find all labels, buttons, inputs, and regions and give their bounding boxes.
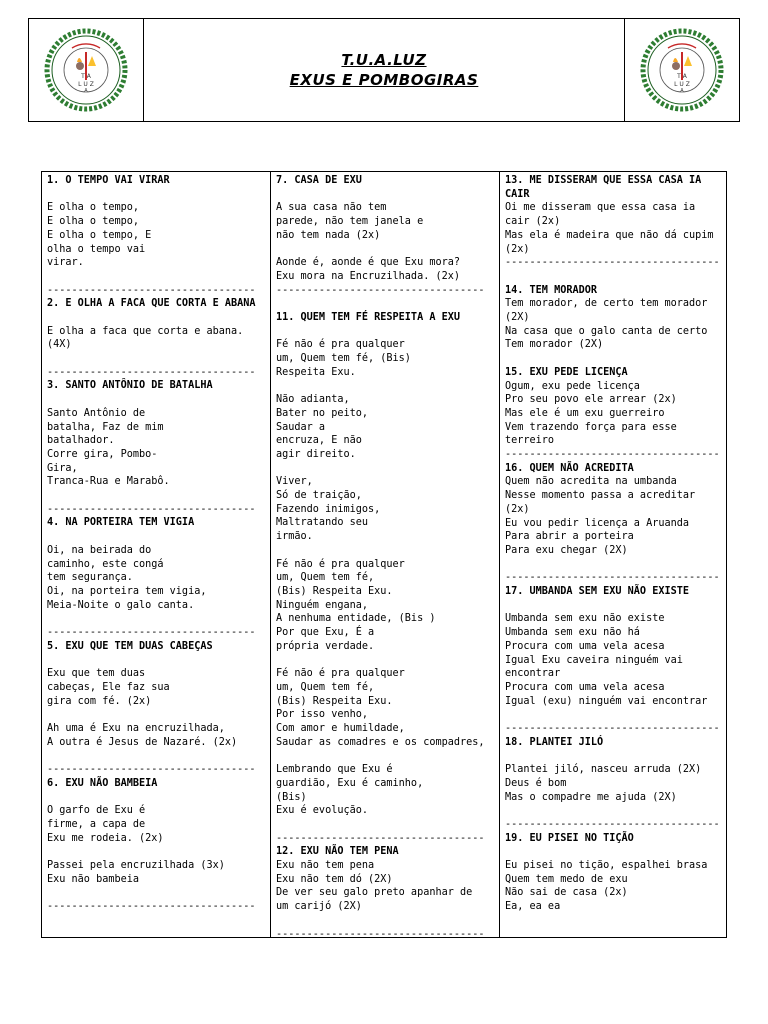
lyric-line: Com amor e humildade, (276, 723, 405, 734)
separator-line: ---------------------------------- (47, 284, 256, 296)
lyric-line: Exu mora na Encruzilhada. (2x) (276, 270, 461, 282)
lyric-line: Oi me disseram que essa casa ia (505, 202, 696, 214)
separator-line: ---------------------------------- (276, 928, 485, 937)
lyric-line: própria verdade. (276, 640, 375, 652)
lyric-line: Por isso venho, (276, 709, 369, 721)
song-title: 16. QUEM NÃO ACREDITA (505, 462, 634, 474)
lyric-line: um, Quem tem fé, (Bis) (276, 353, 411, 365)
songs-column-1 (42, 172, 271, 937)
lyric-line: guardião, Exu é caminho, (276, 777, 424, 789)
blank-line (276, 654, 494, 668)
separator-line: ----------------------------------- (505, 572, 720, 584)
blank-line (47, 749, 265, 763)
lyric-line: gira com fé. (2x) (47, 695, 152, 707)
lyric-line: Plantei jiló, nasceu arruda (2X) (505, 764, 702, 776)
lyric-line: Passei pela encruzilhada (3x) (47, 859, 225, 871)
blank-line (276, 749, 494, 763)
lyric-line: E olha o tempo, E (47, 229, 152, 241)
blank-line (505, 804, 721, 818)
lyric-line: caminho, este congá (47, 558, 164, 570)
song-title: 3. SANTO ANTÔNIO DE BATALHA (47, 380, 213, 392)
svg-text:T A: T A (81, 73, 91, 80)
blank-line (505, 270, 721, 284)
blank-line (276, 544, 494, 558)
lyric-line: Exu me rodeia. (2x) (47, 832, 164, 844)
blank-line (505, 708, 721, 722)
song-title: 5. EXU QUE TEM DUAS CABEÇAS (47, 640, 213, 652)
svg-text:A: A (680, 88, 684, 94)
lyric-line: Tranca-Rua e Marabô. (47, 476, 170, 488)
logo-cell-left (29, 19, 144, 121)
lyric-line: Mas ela é madeira que não dá cupim (505, 229, 714, 241)
lyric-line: Só de traição, (276, 490, 362, 502)
song-title: 2. E OLHA A FACA QUE CORTA E ABANA (47, 298, 256, 310)
lyric-line: Tem morador, de certo tem morador (505, 298, 708, 310)
lyric-line: Umbanda sem exu não há (505, 627, 640, 639)
blank-line (505, 845, 721, 859)
lyric-line: (2x) (505, 503, 530, 515)
blank-line (276, 914, 494, 928)
lyric-line: Maltratando seu (276, 517, 369, 529)
separator-line: ---------------------------------- (47, 764, 256, 776)
lyric-line: Nesse momento passa a acreditar (505, 490, 696, 502)
lyric-line: Saudar as comadres e os compadres, (276, 736, 485, 748)
lyric-line: A nenhuma entidade, (Bis ) (276, 613, 436, 625)
lyric-line: (Bis) Respeita Exu. (276, 695, 393, 707)
blank-line (505, 749, 721, 763)
lyric-line: cabeças, Ele faz sua (47, 681, 170, 693)
lyric-line: A sua casa não tem (276, 202, 387, 214)
blank-line (47, 188, 265, 202)
lyric-line: Quem tem medo de exu (505, 873, 628, 885)
blank-line (47, 530, 265, 544)
lyric-line: Igual Exu caveira ninguém vai (505, 654, 683, 666)
blank-line (276, 379, 494, 393)
lyric-line: E olha a faca que corta e abana. (47, 325, 244, 337)
lyric-line: Tem morador (2X) (505, 339, 604, 351)
lyric-line: Meia-Noite o galo canta. (47, 599, 195, 611)
lyric-line: Fé não é pra qualquer (276, 339, 405, 351)
separator-line: ---------------------------------- (47, 503, 256, 515)
blank-line (47, 886, 265, 900)
lyric-line: Oi, na porteira tem vigia, (47, 585, 207, 597)
blank-line (47, 612, 265, 626)
page-header (28, 18, 740, 122)
lyric-line: Ah uma é Exu na encruzilhada, (47, 722, 225, 734)
blank-line (276, 297, 494, 311)
song-title: 1. O TEMPO VAI VIRAR (47, 175, 170, 186)
lyric-line: Aonde é, aonde é que Exu mora? (276, 257, 461, 269)
lyric-line: Vem trazendo força para esse (505, 421, 677, 433)
separator-line: ----------------------------------- (505, 723, 720, 735)
lyric-line: E olha o tempo, (47, 216, 140, 228)
lyric-line: Fé não é pra qualquer (276, 668, 405, 680)
song-title: 13. ME DISSERAM QUE ESSA CASA IA (505, 175, 702, 186)
lyric-line: Eu pisei no tição, espalhei brasa (505, 860, 708, 872)
blank-line (47, 845, 265, 859)
song-title: 6. EXU NÃO BAMBEIA (47, 777, 158, 789)
lyric-line: (4X) (47, 339, 72, 351)
lyric-line: encontrar (505, 668, 561, 680)
header-title-line2: EXUS E POMBOGIRAS (289, 71, 479, 89)
blank-line (47, 708, 265, 722)
lyric-line: Bater no peito, (276, 407, 369, 419)
lyric-line: terreiro (505, 435, 555, 447)
lyric-line: olha o tempo vai (47, 243, 146, 255)
lyric-line: Para abrir a porteira (505, 531, 634, 543)
logo-cell-right (624, 19, 739, 121)
lyric-line: Gira, (47, 462, 78, 474)
lyric-line: Ogum, exu pede licença (505, 380, 640, 392)
song-title: 17. UMBANDA SEM EXU NÃO EXISTE (505, 586, 690, 598)
lyric-line: Pro seu povo ele arrear (2x) (505, 394, 677, 406)
separator-line: ----------------------------------- (505, 449, 720, 461)
lyric-line: Procura com uma vela acesa (505, 640, 665, 652)
lyric-line: Para exu chegar (2X) (505, 544, 628, 556)
blank-line (47, 270, 265, 284)
lyric-line: A outra é Jesus de Nazaré. (2x) (47, 736, 238, 748)
separator-line: ---------------------------------- (47, 627, 256, 639)
lyric-line: Fazendo inimigos, (276, 503, 381, 515)
lyric-line: Mas ele é um exu guerreiro (505, 407, 665, 419)
song-title: 19. EU PISEI NO TIÇÃO (505, 832, 634, 844)
songs-column-3 (500, 172, 726, 937)
lyric-line: Quem não acredita na umbanda (505, 476, 677, 488)
lyric-line: Umbanda sem exu não existe (505, 613, 665, 625)
song-title: 4. NA PORTEIRA TEM VIGIA (47, 517, 195, 529)
logo-seal-icon (640, 28, 724, 112)
lyric-line: O garfo de Exu é (47, 805, 146, 817)
lyric-line: Ea, ea ea (505, 901, 561, 913)
song-title: CAIR (505, 188, 530, 200)
lyric-line: Exu não tem dó (2X) (276, 873, 393, 885)
lyric-line: Exu que tem duas (47, 668, 146, 680)
lyric-line: Deus é bom (505, 777, 567, 789)
svg-text:L U Z: L U Z (78, 81, 94, 88)
song-title: 15. EXU PEDE LICENÇA (505, 366, 628, 378)
lyric-line: Viver, (276, 476, 313, 488)
svg-text:T A: T A (677, 73, 687, 80)
lyric-line: não tem nada (2x) (276, 229, 381, 241)
blank-line (505, 599, 721, 613)
blank-line (276, 188, 494, 202)
lyric-line: tem segurança. (47, 572, 133, 584)
lyric-line: Por que Exu, É a (276, 627, 375, 639)
lyric-line: firme, a capa de (47, 818, 146, 830)
lyric-line: Oi, na beirada do (47, 544, 152, 556)
separator-line: ----------------------------------- (505, 257, 720, 269)
lyric-line: Corre gira, Pombo- (47, 448, 158, 460)
blank-line (505, 352, 721, 366)
separator-line: ---------------------------------- (276, 832, 485, 844)
lyric-line: um carijó (2X) (276, 901, 362, 913)
lyric-line: Exu é evolução. (276, 805, 369, 817)
header-title-line1: T.U.A.LUZ (341, 51, 427, 69)
lyric-line: encruza, E não (276, 435, 362, 447)
lyric-line: virar. (47, 257, 84, 269)
lyric-line: Fé não é pra qualquer (276, 558, 405, 570)
song-title: 12. EXU NÃO TEM PENA (276, 846, 399, 858)
lyric-line: De ver seu galo preto apanhar de (276, 887, 473, 899)
lyric-line: (Bis) Respeita Exu. (276, 585, 393, 597)
lyric-line: Santo Antônio de (47, 407, 146, 419)
lyric-line: Respeita Exu. (276, 366, 356, 378)
blank-line (47, 489, 265, 503)
lyric-line: Não sai de casa (2x) (505, 887, 628, 899)
blank-line (276, 818, 494, 832)
lyric-line: Lembrando que Exu é (276, 764, 393, 776)
lyric-line: (Bis) (276, 791, 307, 803)
blank-line (47, 352, 265, 366)
lyric-line: E olha o tempo, (47, 202, 140, 214)
lyric-line: Na casa que o galo canta de certo (505, 325, 708, 337)
lyric-line: um, Quem tem fé, (276, 681, 375, 693)
lyric-line: Exu não bambeia (47, 873, 140, 885)
blank-line (47, 393, 265, 407)
blank-line (47, 790, 265, 804)
song-title: 14. TEM MORADOR (505, 284, 598, 296)
lyric-line: Não adianta, (276, 394, 350, 406)
blank-line (276, 462, 494, 476)
separator-line: ---------------------------------- (47, 366, 256, 378)
header-title-cell (144, 19, 624, 121)
lyric-line: Mas o compadre me ajuda (2X) (505, 791, 677, 803)
svg-text:A: A (84, 88, 88, 94)
lyric-line: um, Quem tem fé, (276, 572, 375, 584)
lyric-line: Ninguém engana, (276, 599, 369, 611)
lyric-line: (2X) (505, 312, 530, 324)
separator-line: ---------------------------------- (276, 284, 485, 296)
lyric-line: (2x) (505, 243, 530, 255)
song-title: 7. CASA DE EXU (276, 175, 362, 186)
lyric-line: irmão. (276, 531, 313, 543)
blank-line (505, 558, 721, 572)
blank-line (47, 653, 265, 667)
lyric-line: parede, não tem janela e (276, 216, 424, 228)
svg-text:L U Z: L U Z (674, 81, 690, 88)
separator-line: ----------------------------------- (505, 818, 720, 830)
song-title: 18. PLANTEI JILÓ (505, 736, 604, 748)
lyric-line: batalha, Faz de mim (47, 421, 164, 433)
lyric-line: Exu não tem pena (276, 860, 375, 871)
blank-line (47, 311, 265, 325)
lyric-line: Procura com uma vela acesa (505, 681, 665, 693)
blank-line (276, 325, 494, 339)
lyric-line: cair (2x) (505, 216, 561, 228)
separator-line: ---------------------------------- (47, 901, 256, 913)
lyric-line: Saudar a (276, 421, 326, 433)
lyric-line: Eu vou pedir licença a Aruanda (505, 517, 690, 529)
song-title: 11. QUEM TEM FÉ RESPEITA A EXU (276, 311, 461, 323)
songs-table (41, 171, 727, 938)
lyric-line: batalhador. (47, 435, 115, 447)
lyric-line: agir direito. (276, 448, 356, 460)
songs-column-2 (271, 172, 500, 937)
lyric-line: Igual (exu) ninguém vai encontrar (505, 695, 708, 707)
blank-line (276, 243, 494, 257)
logo-seal-icon (44, 28, 128, 112)
